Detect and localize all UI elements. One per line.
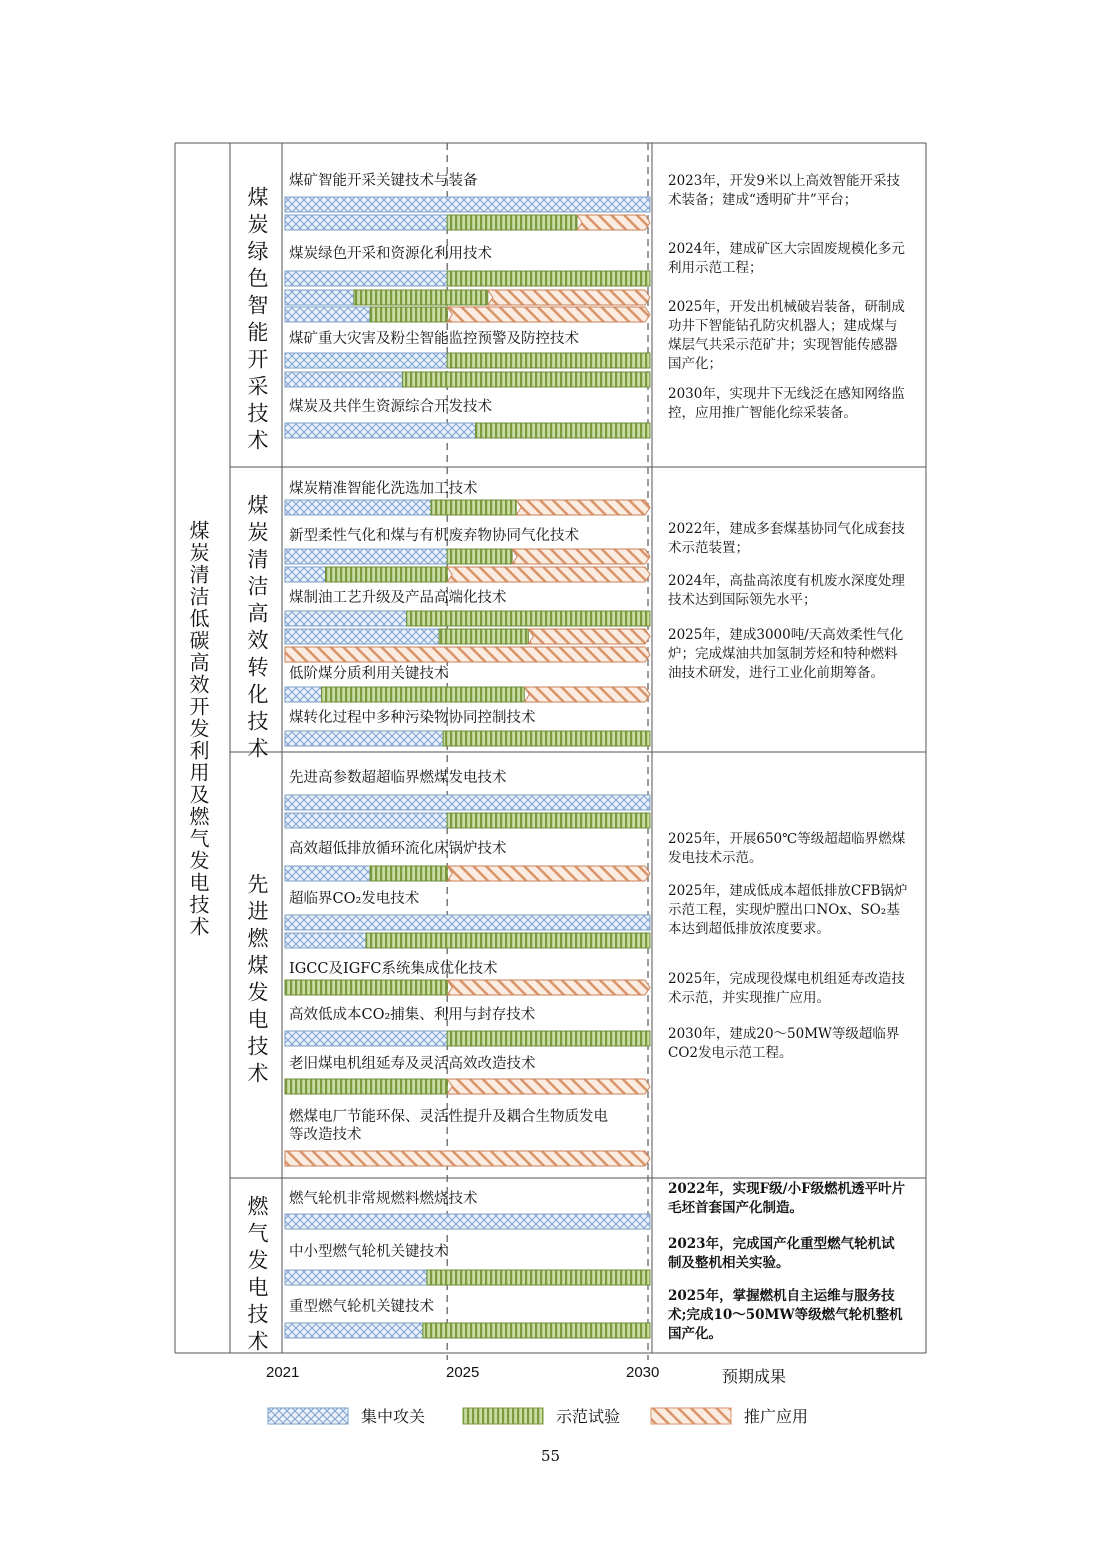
task-label: 重型燃气轮机关键技术 — [289, 1299, 434, 1315]
bar-segment-promo — [512, 549, 650, 564]
bar-segment-focus — [285, 372, 403, 387]
bar-segment-promo — [577, 215, 650, 230]
bar-segment-focus — [285, 353, 447, 368]
bar-segment-promo — [524, 687, 650, 702]
outcome-text: 2025年，掌握燃机自主运维与服务技术;完成10～50MW等级燃气轮机整机国产化。 — [668, 1288, 903, 1342]
outcome-text: 2023年，开发9米以上高效智能开采技术装备；建成“透明矿井”平台； — [668, 173, 900, 208]
bar-segment-focus — [285, 1214, 650, 1229]
outcome-text: 2022年，实现F级/小F级燃机透平叶片毛坯首套国产化制造。 — [668, 1181, 906, 1216]
page-number: 55 — [541, 1447, 561, 1465]
bar-segment-demo — [447, 215, 577, 230]
task-label: 中小型燃气轮机关键技术 — [289, 1244, 449, 1260]
task-label: 煤炭绿色开采和资源化利用技术 — [289, 246, 492, 262]
bar-segment-focus — [285, 423, 476, 438]
bar-segment-focus — [285, 629, 439, 644]
task-label: IGCC及IGFC系统集成优化技术 — [289, 961, 498, 977]
bar-segment-promo — [285, 1151, 650, 1166]
section-title: 煤炭绿色智能开采技术 — [245, 186, 269, 456]
task-label: 燃气轮机非常规燃料燃烧技术 — [289, 1191, 478, 1207]
bar-segment-demo — [326, 567, 448, 582]
bar-segment-demo — [447, 813, 650, 828]
bar-segment-focus — [285, 687, 322, 702]
bar-segment-focus — [285, 813, 447, 828]
bar-segment-focus — [285, 215, 447, 230]
bar-segment-focus — [285, 866, 370, 881]
bar-segment-demo — [285, 1079, 447, 1094]
bar-segment-demo — [370, 866, 447, 881]
task-label: 低阶煤分质利用关键技术 — [289, 666, 449, 682]
legend-focus — [267, 1404, 425, 1427]
task-label: 煤矿智能开采关键技术与装备 — [289, 173, 478, 189]
bar-segment-demo — [447, 353, 650, 368]
task-label: 高效超低排放循环流化床锅炉技术 — [289, 841, 507, 857]
bar-segment-demo — [443, 731, 650, 746]
outcome-text: 2025年，开展650℃等级超超临界燃煤发电技术示范。 — [668, 831, 906, 866]
task-label: 老旧煤电机组延寿及灵活高效改造技术 — [289, 1056, 536, 1072]
task-label: 煤炭及共伴生资源综合开发技术 — [289, 399, 492, 415]
bar-segment-promo — [447, 980, 650, 995]
legend-promo — [650, 1404, 808, 1427]
tick-2021: 2021 — [266, 1364, 300, 1381]
bar-segment-promo — [516, 500, 650, 515]
bar-segment-demo — [423, 1323, 650, 1338]
task-label: 超临界CO₂发电技术 — [289, 891, 420, 907]
task-label: 先进高参数超超临界燃煤发电技术 — [289, 770, 507, 786]
bar-segment-focus — [285, 197, 650, 212]
bar-segment-demo — [354, 290, 488, 305]
task-label: 煤转化过程中多种污染物协同控制技术 — [289, 710, 536, 726]
bar-segment-demo — [403, 372, 650, 387]
bar-segment-demo — [447, 549, 512, 564]
bar-segment-focus — [285, 271, 447, 286]
legend-swatch-demo — [462, 1407, 544, 1425]
bar-segment-demo — [370, 307, 447, 322]
outcome-header: 预期成果 — [722, 1367, 787, 1386]
bar-segment-demo — [447, 1031, 650, 1046]
outcome-text: 2024年，高盐高浓度有机废水深度处理技术达到国际领先水平； — [668, 573, 905, 608]
bar-segment-focus — [285, 500, 431, 515]
outcome-text: 2025年，建成3000吨/天高效柔性气化炉；完成煤油共加氢制芳烃和特种燃料油技术研发，进行工业化前期筹备。 — [668, 627, 904, 681]
bar-segment-focus — [285, 1031, 447, 1046]
bar-segment-focus — [285, 933, 366, 948]
task-label: 煤炭精准智能化洗选加工技术 — [289, 481, 478, 497]
legend-label-focus: 集中攻关 — [361, 1407, 426, 1426]
bar-segment-focus — [285, 307, 370, 322]
outcome-text: 2030年，实现井下无线泛在感知网络监控，应用推广智能化综采装备。 — [668, 386, 905, 421]
legend-demo — [462, 1404, 620, 1427]
section-title: 先进燃煤发电技术 — [245, 873, 269, 1089]
bar-segment-focus — [285, 731, 443, 746]
outcome-text: 2025年，完成现役煤电机组延寿改造技术示范，并实现推广应用。 — [668, 971, 905, 1006]
bar-segment-demo — [439, 629, 528, 644]
bar-segment-focus — [285, 915, 650, 930]
bar-segment-promo — [447, 567, 650, 582]
bar-segment-demo — [431, 500, 516, 515]
legend-label-promo: 推广应用 — [744, 1407, 809, 1426]
bar-segment-demo — [366, 933, 650, 948]
task-label: 高效低成本CO₂捕集、利用与封存技术 — [289, 1007, 536, 1023]
bar-segment-promo — [285, 647, 650, 662]
task-label: 新型柔性气化和煤与有机废弃物协同气化技术 — [289, 528, 579, 544]
outcome-text: 2022年，建成多套煤基协同气化成套技术示范装置； — [668, 521, 905, 556]
outcome-text: 2025年，开发出机械破岩装备，研制成功井下智能钻孔防灾机器人；建成煤与煤层气共采示范矿井；实现智能传感器国产化； — [668, 299, 905, 372]
bar-segment-focus — [285, 567, 326, 582]
bar-segment-promo — [447, 307, 650, 322]
bar-segment-promo — [447, 866, 650, 881]
main-title: 煤炭清洁低碳高效开发利用及燃气发电技术 — [186, 520, 210, 938]
task-label: 煤矿重大灾害及粉尘智能监控预警及防控技术 — [289, 331, 579, 347]
bar-segment-promo — [447, 1079, 650, 1094]
tick-2030: 2030 — [626, 1364, 660, 1381]
bar-segment-focus — [285, 611, 407, 626]
legend-label-demo: 示范试验 — [556, 1407, 621, 1426]
bar-segment-demo — [407, 611, 650, 626]
legend-swatch-focus — [267, 1407, 349, 1425]
bar-segment-focus — [285, 1323, 423, 1338]
bar-segment-focus — [285, 549, 447, 564]
task-label: 煤制油工艺升级及产品高端化技术 — [289, 590, 507, 606]
bar-segment-demo — [476, 423, 650, 438]
outcome-text: 2024年，建成矿区大宗固废规模化多元利用示范工程； — [668, 241, 905, 276]
outcome-text: 2030年，建成20～50MW等级超临界CO2发电示范工程。 — [668, 1026, 900, 1061]
outcome-text: 2023年，完成国产化重型燃气轮机试制及整机相关实验。 — [668, 1236, 895, 1271]
bar-segment-demo — [447, 271, 650, 286]
bar-segment-promo — [488, 290, 650, 305]
outcome-text: 2025年，建成低成本超低排放CFB锅炉示范工程，实现炉膛出口NOx、SO₂基本达到超低排放浓度要求。 — [668, 883, 908, 937]
section-title: 煤炭清洁高效转化技术 — [245, 494, 269, 764]
bar-segment-demo — [427, 1270, 650, 1285]
bar-segment-focus — [285, 290, 354, 305]
bar-segment-demo — [285, 980, 447, 995]
bar-segment-demo — [322, 687, 525, 702]
legend-swatch-promo — [650, 1407, 732, 1425]
task-label: 燃煤电厂节能环保、灵活性提升及耦合生物质发电 等改造技术 — [289, 1109, 608, 1143]
bar-segment-focus — [285, 1270, 427, 1285]
bar-segment-promo — [528, 629, 650, 644]
bar-segment-focus — [285, 795, 650, 810]
section-title: 燃气发电技术 — [245, 1195, 269, 1357]
tick-2025: 2025 — [446, 1364, 480, 1381]
